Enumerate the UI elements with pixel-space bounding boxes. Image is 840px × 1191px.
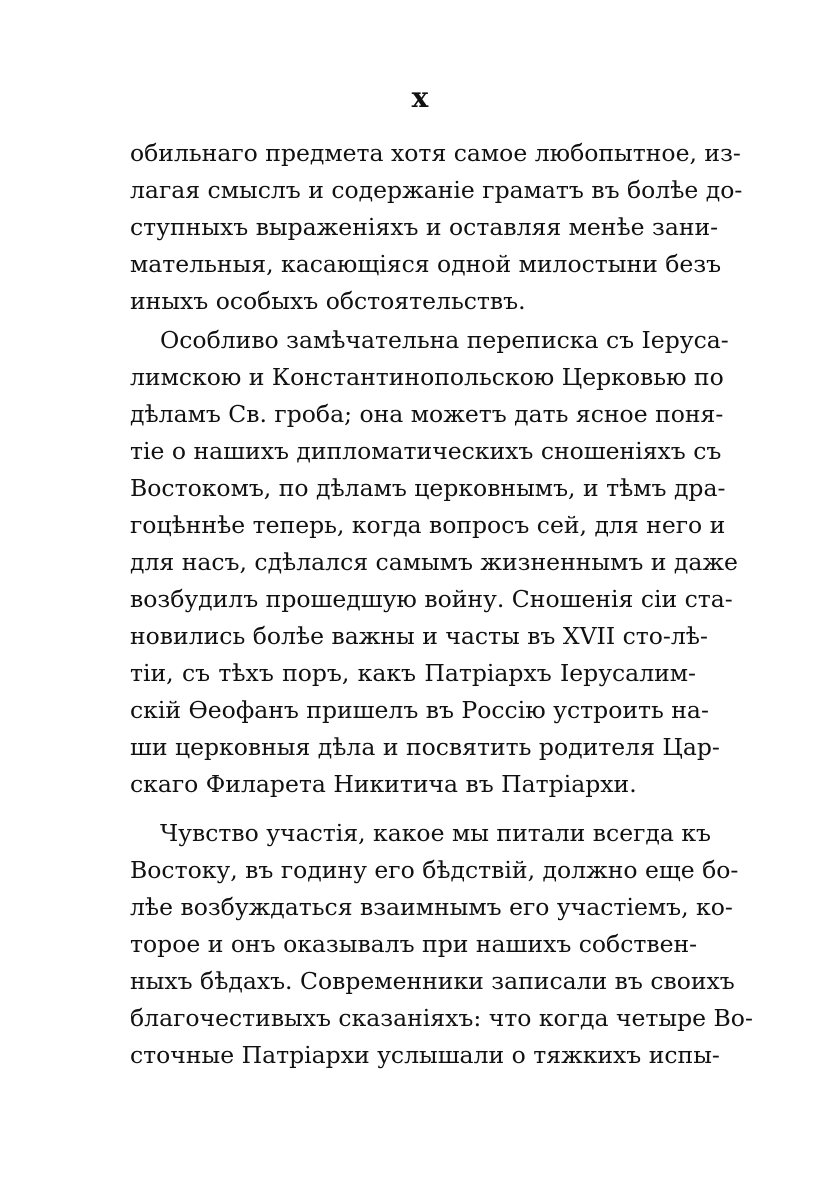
text-line: тіи, съ тѣхъ поръ, какъ Патріархъ Іерусалим- <box>130 659 696 687</box>
text-line: лѣе возбуждаться взаимнымъ его участіемъ, ко- <box>130 893 733 921</box>
text-line: Особливо замѣчательна переписка съ Іеруса- <box>160 326 729 354</box>
text-line: торое и онъ оказывалъ при нашихъ собствен- <box>130 930 698 958</box>
paragraph-2 <box>130 322 738 803</box>
text-line: ши церковныя дѣла и посвятить родителя Цар- <box>130 733 720 761</box>
text-line: ныхъ бѣдахъ. Современники записали въ своихъ <box>130 967 735 995</box>
text-line: благочестивыхъ сказаніяхъ: что когда четыре Во- <box>130 1004 753 1032</box>
text-line: скаго Филарета Никитича въ Патріархи. <box>130 770 637 798</box>
text-line: тіе о нашихъ дипломатическихъ сношеніяхъ съ <box>130 437 722 465</box>
text-line: сточные Патріархи услышали о тяжкихъ испы- <box>130 1041 720 1069</box>
text-line: обильнаго предмета хотя самое любопытное, из- <box>130 139 741 167</box>
text-line: Востокомъ, по дѣламъ церковнымъ, и тѣмъ дра- <box>130 474 726 502</box>
paragraph-1 <box>130 135 743 320</box>
text-line: мательныя, касающіяся одной милостыни безъ <box>130 250 722 278</box>
text-line: иныхъ особыхъ обстоятельствъ. <box>130 287 526 315</box>
text-line: лагая смыслъ и содержаніе граматъ въ болѣе до- <box>130 176 743 204</box>
text-line: ступныхъ выраженіяхъ и оставляя менѣе зани- <box>130 213 719 241</box>
text-line: возбудилъ прошедшую войну. Сношенія сіи ста- <box>130 585 733 613</box>
paragraph-3 <box>130 815 753 1074</box>
text-line: скій Ѳеофанъ пришелъ въ Россію устроить на- <box>130 696 709 724</box>
text-line: дѣламъ Св. гроба; она можетъ дать ясное поня- <box>130 400 724 428</box>
text-line: новились болѣе важны и часты въ XVII сто-лѣ- <box>130 622 708 650</box>
text-line: Чувство участія, какое мы питали всегда къ <box>160 819 712 847</box>
text-line: лимскою и Константинопольскою Церковью по <box>130 363 724 391</box>
text-line: для насъ, сдѣлался самымъ жизненнымъ и даже <box>130 548 738 576</box>
page-number: x <box>411 81 429 114</box>
text-line: Востоку, въ годину его бѣдствій, должно еще бо- <box>130 856 739 884</box>
text-line: гоцѣннѣе теперь, когда вопросъ сей, для него и <box>130 511 726 539</box>
